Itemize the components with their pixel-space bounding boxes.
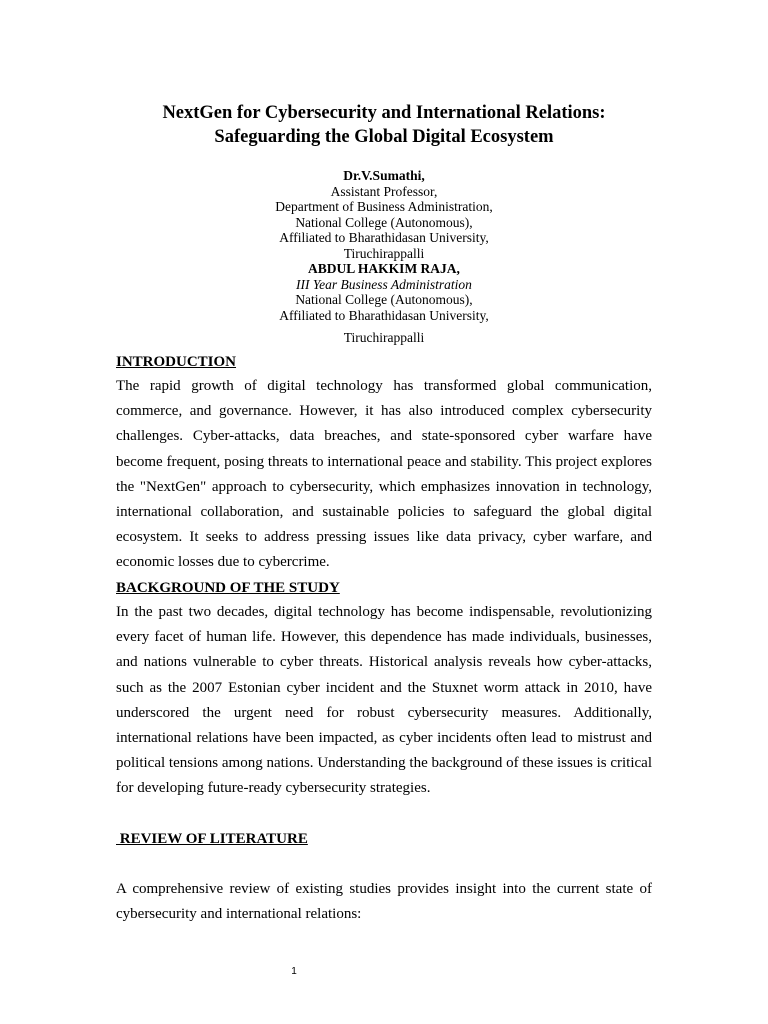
author2-affiliation: Affiliated to Bharathidasan University, (279, 307, 489, 323)
page-number: 1 (291, 966, 297, 977)
title-line-2: Safeguarding the Global Digital Ecosystem (214, 127, 554, 147)
author1-affiliation: Affiliated to Bharathidasan University, (279, 230, 489, 245)
review-paragraph: A comprehensive review of existing studies provides insight into the current state of cybersecurity and international relations: (116, 881, 652, 923)
title-line-1: NextGen for Cybersecurity and International Relations: (162, 103, 606, 123)
paper-title (0, 101, 768, 149)
author1-role: Assistant Professor, (330, 183, 438, 199)
introduction-heading: INTRODUCTION (116, 354, 237, 370)
background-heading: BACKGROUND OF THE STUDY (116, 580, 340, 596)
author2-college: National College (Autonomous), (295, 292, 473, 307)
author1-department: Department of Business Administration, (275, 199, 493, 214)
author1-city: Tiruchirappalli (343, 245, 425, 261)
background-paragraph: In the past two decades, digital technology has become indispensable, revolutionizing every facet of human life. However, this dependence has made individuals, businesses, and nations vulnerable to cyber threats. Historical analysis reveals how cyber-attacks, such as the 2007 Estonian cyber incident and the Stuxnet worm attack in 2010, have underscored the urgent need for robust cybersecurity measures. Additionally, international relations have been impacted, as cyber incidents often lead to mistrust and political tensions among nations. Understanding the background of these issues is critical for developing future-ready cybersecurity strategies. (116, 604, 652, 797)
author1-college: National College (Autonomous), (295, 214, 473, 230)
author-block (0, 168, 768, 346)
author2-role: III Year Business Administration (296, 276, 472, 292)
introduction-paragraph: The rapid growth of digital technology has transformed global communication, commerce, and governance. However, it has also introduced complex cybersecurity challenges. Cyber-attacks, data breaches, and state-sponsored cyber warfare have become frequent, posing threats to international peace and stability. This project explores the "NextGen" approach to cybersecurity, which emphasizes innovation in technology, international collaboration, and sustainable policies to safeguard the global digital ecosystem. It seeks to address pressing issues like data privacy, cyber warfare, and economic losses due to cybercrime. (116, 378, 652, 571)
author1-name: Dr.V.Sumathi, (343, 168, 425, 183)
author2-city: Tiruchirappalli (343, 330, 425, 345)
review-heading: REVIEW OF LITERATURE (116, 831, 308, 847)
author2-name: ABDUL HAKKIM RAJA, (308, 261, 460, 276)
